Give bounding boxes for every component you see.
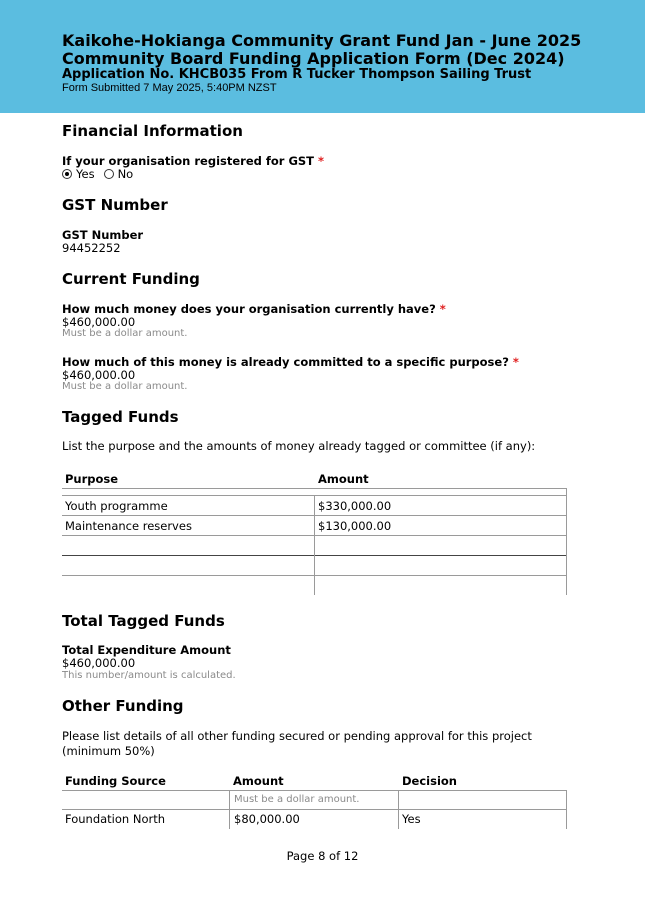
table-column-divider — [314, 495, 315, 595]
funding-row-1-decision: Yes — [402, 812, 421, 826]
form-header — [0, 0, 645, 113]
table-column-divider — [398, 790, 399, 829]
gst-number-label: GST Number — [62, 228, 144, 242]
committed-money-value: $460,000.00 — [62, 368, 136, 382]
committed-money-question: How much of this money is already committed to a specific purpose? — [62, 355, 509, 369]
header-title-line2: Community Board Funding Application Form (Dec 2024) — [62, 49, 565, 68]
gst-number-value: 94452252 — [62, 241, 121, 255]
total-expenditure-label: Total Expenditure Amount — [62, 643, 231, 657]
table-right-border — [566, 488, 567, 595]
table-column-divider — [229, 790, 230, 829]
table-right-border — [566, 790, 567, 829]
gst-option-no[interactable] — [104, 167, 134, 181]
required-asterisk: * — [439, 302, 446, 316]
funding-row-1-amount: $80,000.00 — [234, 812, 300, 826]
column-header-purpose: Purpose — [65, 472, 119, 486]
section-financial-information: Financial Information — [62, 122, 243, 140]
current-money-value: $460,000.00 — [62, 315, 136, 329]
section-other-funding: Other Funding — [62, 697, 184, 715]
header-title-line1: Kaikohe-Hokianga Community Grant Fund Jan - June 2025 — [62, 31, 582, 50]
table-rule — [62, 809, 567, 810]
header-submitted-date: Form Submitted 7 May 2025, 5:40PM NZST — [62, 82, 277, 94]
required-asterisk: * — [318, 154, 325, 168]
page-number: Page 8 of 12 — [286, 849, 359, 863]
column-header-amount: Amount — [233, 774, 284, 788]
radio-selected-icon[interactable] — [62, 169, 72, 179]
tagged-funds-intro: List the purpose and the amounts of money already tagged or committee (if any): — [62, 439, 536, 453]
total-expenditure-hint: This number/amount is calculated. — [62, 670, 236, 681]
tagged-row-2-purpose: Maintenance reserves — [65, 519, 192, 533]
tagged-row-2-amount: $130,000.00 — [318, 519, 392, 533]
tagged-row-1-purpose: Youth programme — [65, 499, 168, 513]
section-current-funding: Current Funding — [62, 270, 200, 288]
column-header-amount: Amount — [318, 472, 369, 486]
tagged-row-1-amount: $330,000.00 — [318, 499, 392, 513]
section-total-tagged-funds: Total Tagged Funds — [62, 612, 225, 630]
gst-registered-question: If your organisation registered for GST — [62, 154, 315, 168]
table-rule — [62, 488, 567, 489]
current-money-question: How much money does your organisation currently have? — [62, 302, 436, 316]
radio-unselected-icon[interactable] — [104, 169, 114, 179]
required-asterisk: * — [512, 355, 519, 369]
other-funding-intro: Please list details of all other funding secured or pending approval for this project (minimum 50%) — [62, 729, 532, 758]
gst-option-yes-label: Yes — [76, 167, 95, 181]
column-header-decision: Decision — [402, 774, 457, 788]
current-money-label — [62, 302, 446, 316]
table-rule — [62, 790, 567, 791]
current-money-hint: Must be a dollar amount. — [62, 328, 188, 339]
total-expenditure-value: $460,000.00 — [62, 656, 136, 670]
gst-option-yes[interactable] — [62, 167, 95, 181]
committed-money-label — [62, 355, 519, 369]
funding-row-1-source: Foundation North — [65, 812, 166, 826]
committed-money-hint: Must be a dollar amount. — [62, 381, 188, 392]
section-tagged-funds: Tagged Funds — [62, 408, 179, 426]
section-gst-number: GST Number — [62, 196, 168, 214]
gst-option-no-label: No — [117, 167, 134, 181]
column-header-funding-source: Funding Source — [65, 774, 166, 788]
gst-registered-label — [62, 154, 324, 168]
amount-hint-cell: Must be a dollar amount. — [234, 794, 360, 805]
header-application-line: Application No. KHCB035 From R Tucker Thompson Sailing Trust — [62, 67, 532, 82]
gst-radio-group — [62, 167, 142, 181]
